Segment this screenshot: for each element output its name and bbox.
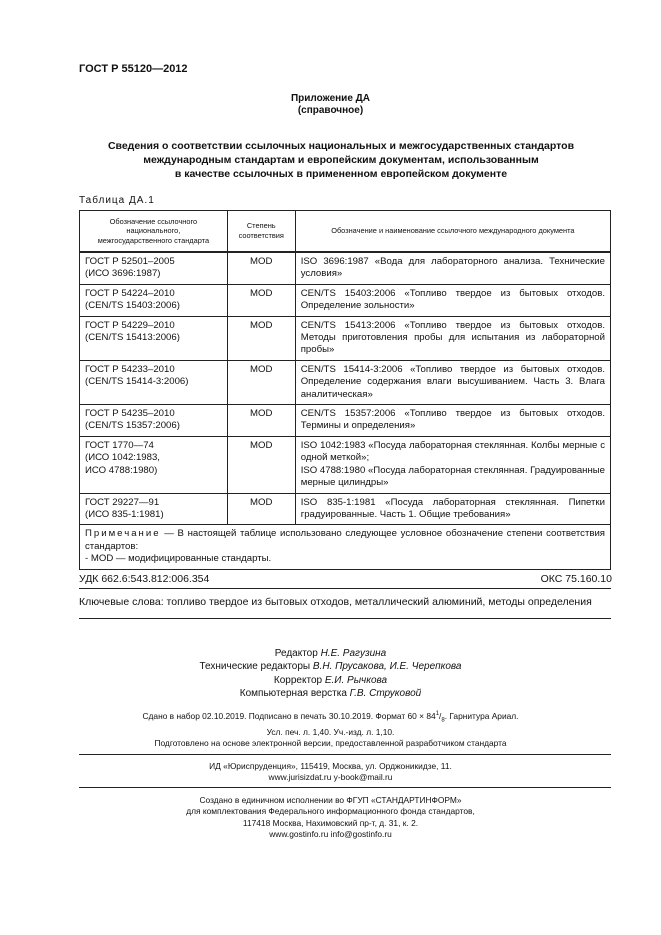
table-row (80, 284, 611, 316)
table-note-row (80, 525, 611, 569)
document-cell: CEN/TS 15357:2006 «Топливо твердое из бытовых отходов. Термины и определения» (295, 405, 610, 437)
credit-label: Редактор (274, 648, 321, 659)
header-col1-line1: Обозначение ссылочного (109, 216, 198, 226)
credit-corrector (0, 674, 661, 687)
producer-line-2: для комплектования Федерального информационного фонда стандартов, (186, 806, 475, 817)
table-row (80, 252, 611, 284)
degree-cell: MOD (227, 493, 295, 525)
document-cell: CEN/TS 15403:2006 «Топливо твердое из бытовых отходов. Определение зольности» (295, 284, 610, 316)
divider (79, 588, 611, 589)
credit-name: Г.В. Струковой (349, 688, 422, 700)
divider (79, 754, 611, 755)
table-row (80, 360, 611, 404)
appendix-title: Приложение ДА (290, 93, 371, 104)
table-label: Таблица ДА.1 (79, 195, 155, 206)
header-col2-line2: соответствия (238, 231, 284, 240)
credits-block (0, 647, 661, 701)
imprint-block (0, 709, 661, 738)
table-row (80, 493, 611, 525)
document-title (80, 139, 602, 181)
standard-code: ГОСТ Р 55120—2012 (79, 63, 188, 75)
note-label: Примечание (85, 528, 161, 540)
divider (79, 787, 611, 788)
udk-code: УДК 662.6:543.812:006.354 (79, 573, 210, 585)
imprint-line-2: Усл. печ. л. 1,40. Уч.-изд. л. 1,10. (266, 726, 395, 737)
header-col2-line1: Степень (246, 221, 276, 231)
document-cell: ISO 3696:1987 «Вода для лабораторного анализа. Технические условия» (295, 252, 610, 284)
credit-label: Корректор (273, 674, 325, 686)
note-text: — В настоящей таблице использовано следующее условное обозначение степени соответствия стандартов: (85, 528, 605, 552)
title-line-2: международным стандартам и европейским документам, использованным (143, 154, 539, 166)
title-line-1: Сведения о соответствии ссылочных национальных и межгосударственных стандартов (107, 140, 575, 152)
publisher-block (0, 761, 661, 784)
std-equivalent: (ИСО 835-1:1981) (85, 508, 164, 520)
producer-line-3: 117418 Москва, Нахимовский пр-т, д. 31, к. 2. (242, 817, 419, 828)
producer-line-4: www.gostinfo.ru info@gostinfo.ru (269, 829, 392, 840)
std-equivalent: (ИСО 1042:1983, (85, 452, 160, 464)
degree-cell: MOD (227, 360, 295, 404)
format-denominator: 8 (441, 717, 445, 724)
std-equivalent: (CEN/TS 15403:2006) (85, 300, 180, 312)
degree-cell: MOD (227, 284, 295, 316)
note-item: - MOD — модифицированные стандарты. (85, 553, 272, 565)
std-equivalent: (CEN/TS 15413:2006) (85, 332, 180, 344)
table-note (80, 525, 611, 569)
degree-cell: MOD (227, 436, 295, 493)
std-designation: ГОСТ 1770—74 (85, 439, 154, 451)
document-entry: ISO 4788:1980 «Посуда лабораторная стеклянная. Градуированные мерные цилиндры» (300, 464, 605, 489)
table-row (80, 316, 611, 360)
std-equivalent: (CEN/TS 15357:2006) (85, 420, 180, 432)
std-designation: ГОСТ Р 54229–2010 (85, 319, 175, 331)
appendix-heading (0, 93, 661, 117)
document-cell: CEN/TS 15413:2006 «Топливо твердое из бытовых отходов. Методы приготовления пробы для испытания из лабораторной пробы» (295, 316, 610, 360)
std-equivalent: (CEN/TS 15414-3:2006) (85, 376, 189, 388)
std-equivalent: (ИСО 3696:1987) (85, 268, 161, 280)
std-designation: ГОСТ Р 54233–2010 (85, 363, 175, 375)
imprint-text: Сдано в набор 02.10.2019. Подписано в печать 30.10.2019. Формат 60 × 84 (142, 710, 436, 721)
publisher-address: ИД «Юриспруденция», 115419, Москва, ул. Орджоникидзе, 11. (209, 761, 452, 771)
std-designation: ГОСТ Р 52501–2005 (85, 256, 175, 267)
oks-code: ОКС 75.160.10 (540, 573, 612, 585)
divider (79, 618, 611, 619)
credit-label: Компьютерная верстка (239, 688, 350, 700)
credit-tech-editors (0, 660, 661, 673)
producer-block (0, 795, 661, 841)
correspondence-table (79, 210, 611, 570)
credit-label: Технические редакторы (199, 661, 313, 673)
document-cell (295, 436, 610, 493)
producer-line-1: Создано в единичном исполнении во ФГУП «СТАНДАРТИНФОРМ» (199, 795, 462, 805)
degree-cell: MOD (227, 252, 295, 284)
imprint-line-1: Сдано в набор 02.10.2019. Подписано в печать 30.10.2019. Формат $60 \times 84^1/_8$. Гарнитура Ариал. (142, 710, 519, 724)
header-degree (227, 211, 295, 253)
table-header-row (80, 211, 611, 253)
header-international-document: Обозначение и наименование ссылочного международного документа (295, 211, 610, 253)
degree-cell: MOD (227, 316, 295, 360)
header-col1-line3: межгосударственного стандарта (97, 235, 210, 245)
std-designation: ГОСТ Р 54235–2010 (85, 408, 175, 420)
imprint-source: Подготовлено на основе электронной версии, предоставленной разработчиком стандарта (154, 738, 507, 748)
degree-cell: MOD (227, 405, 295, 437)
document-entry: ISO 1042:1983 «Посуда лабораторная стеклянная. Колбы мерные с одной меткой»; (300, 439, 605, 464)
credit-name: Е.И. Рычкова (324, 674, 388, 686)
publisher-contacts: www.jurisizdat.ru y-book@mail.ru (268, 772, 393, 783)
document-cell: CEN/TS 15414-3:2006 «Топливо твердое из бытовых отходов. Определение содержания влаги высушиванием. Часть 3. Влага аналитическая» (295, 360, 610, 404)
credit-editor (0, 647, 661, 660)
std-equivalent-2: ИСО 4788:1980) (85, 464, 158, 476)
credit-name: Н.Е. Рагузина (320, 648, 387, 659)
document-cell: ISO 835-1:1981 «Посуда лабораторная стеклянная. Пипетки градуированные. Часть 1. Общие требования» (295, 493, 610, 525)
table-row (80, 405, 611, 437)
credit-layout (0, 687, 661, 700)
keywords: Ключевые слова: топливо твердое из бытовых отходов, металлический алюминий, методы определения (79, 596, 592, 608)
std-designation: ГОСТ Р 54224–2010 (85, 287, 175, 299)
table-row (80, 436, 611, 493)
std-designation: ГОСТ 29227—91 (85, 496, 160, 508)
credit-name: В.Н. Прусакова, И.Е. Черепкова (312, 661, 462, 673)
imprint-text: . Гарнитура Ариал. (444, 710, 519, 721)
appendix-type: (справочное) (297, 105, 364, 116)
title-line-3: в качестве ссылочных в примененном европейском документе (174, 168, 508, 180)
header-col1-line2: национального, (126, 226, 181, 236)
header-national-standard (80, 211, 228, 253)
format-numerator: 1 (435, 711, 440, 717)
